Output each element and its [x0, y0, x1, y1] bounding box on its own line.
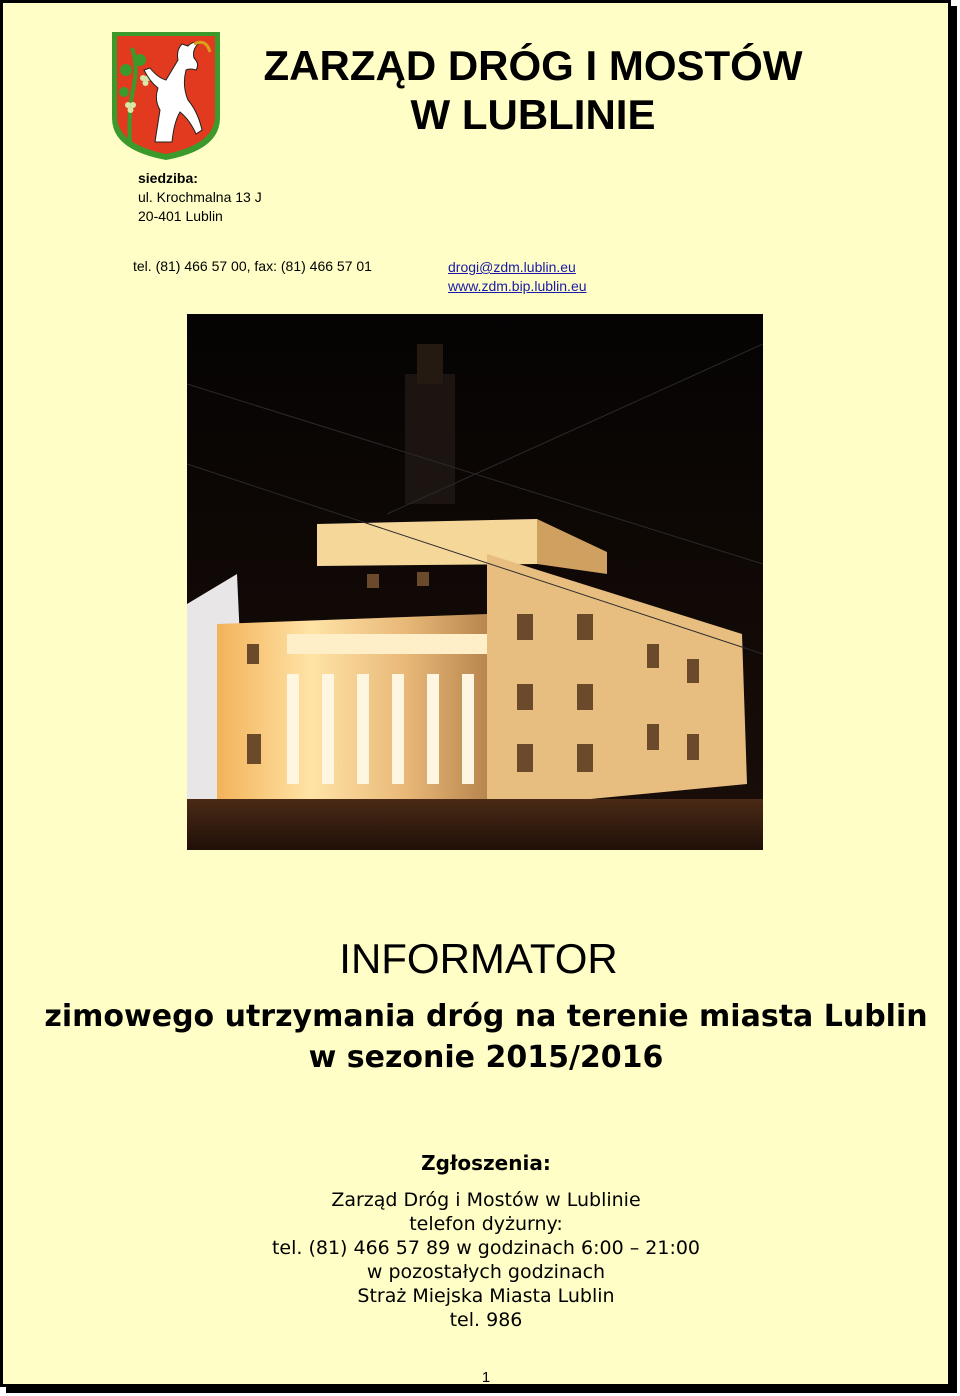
subtitle-line-2: w sezonie 2015/2016 — [308, 1040, 664, 1075]
reports-details — [3, 1188, 960, 1332]
address-block — [138, 169, 262, 226]
title-line-1: ZARZĄD DRÓG I MOSTÓW — [263, 42, 803, 89]
contact-links — [448, 258, 587, 296]
title-line-2: W LUBLINIE — [410, 91, 656, 138]
website-link[interactable]: www.zdm.bip.lublin.eu — [448, 278, 587, 294]
reports-line: Straż Miejska Miasta Lublin — [357, 1285, 615, 1307]
reports-line: Zarząd Dróg i Mostów w Lublinie — [331, 1189, 641, 1211]
reports-line: tel. (81) 466 57 89 w godzinach 6:00 – 21:00 — [271, 1237, 701, 1259]
reports-line: telefon dyżurny: — [409, 1213, 563, 1235]
address-street: ul. Krochmalna 13 J — [138, 189, 262, 205]
organization-title — [243, 41, 823, 139]
lublin-coat-of-arms — [110, 30, 222, 162]
page-number: 1 — [481, 1369, 491, 1386]
address-city: 20-401 Lublin — [138, 208, 223, 224]
document-subtitle — [3, 996, 960, 1078]
email-link[interactable]: drogi@zdm.lublin.eu — [448, 259, 576, 275]
document-title: INFORMATOR — [339, 935, 618, 982]
address-label: siedziba: — [138, 170, 198, 186]
subtitle-line-1: zimowego utrzymania dróg na terenie miasta Lublin — [44, 999, 928, 1034]
phone-fax: tel. (81) 466 57 00, fax: (81) 466 57 01 — [133, 258, 372, 274]
reports-heading: Zgłoszenia: — [421, 1151, 551, 1175]
town-hall-photo — [187, 314, 763, 850]
reports-line: tel. 986 — [449, 1309, 523, 1331]
reports-line: w pozostałych godzinach — [366, 1261, 606, 1283]
